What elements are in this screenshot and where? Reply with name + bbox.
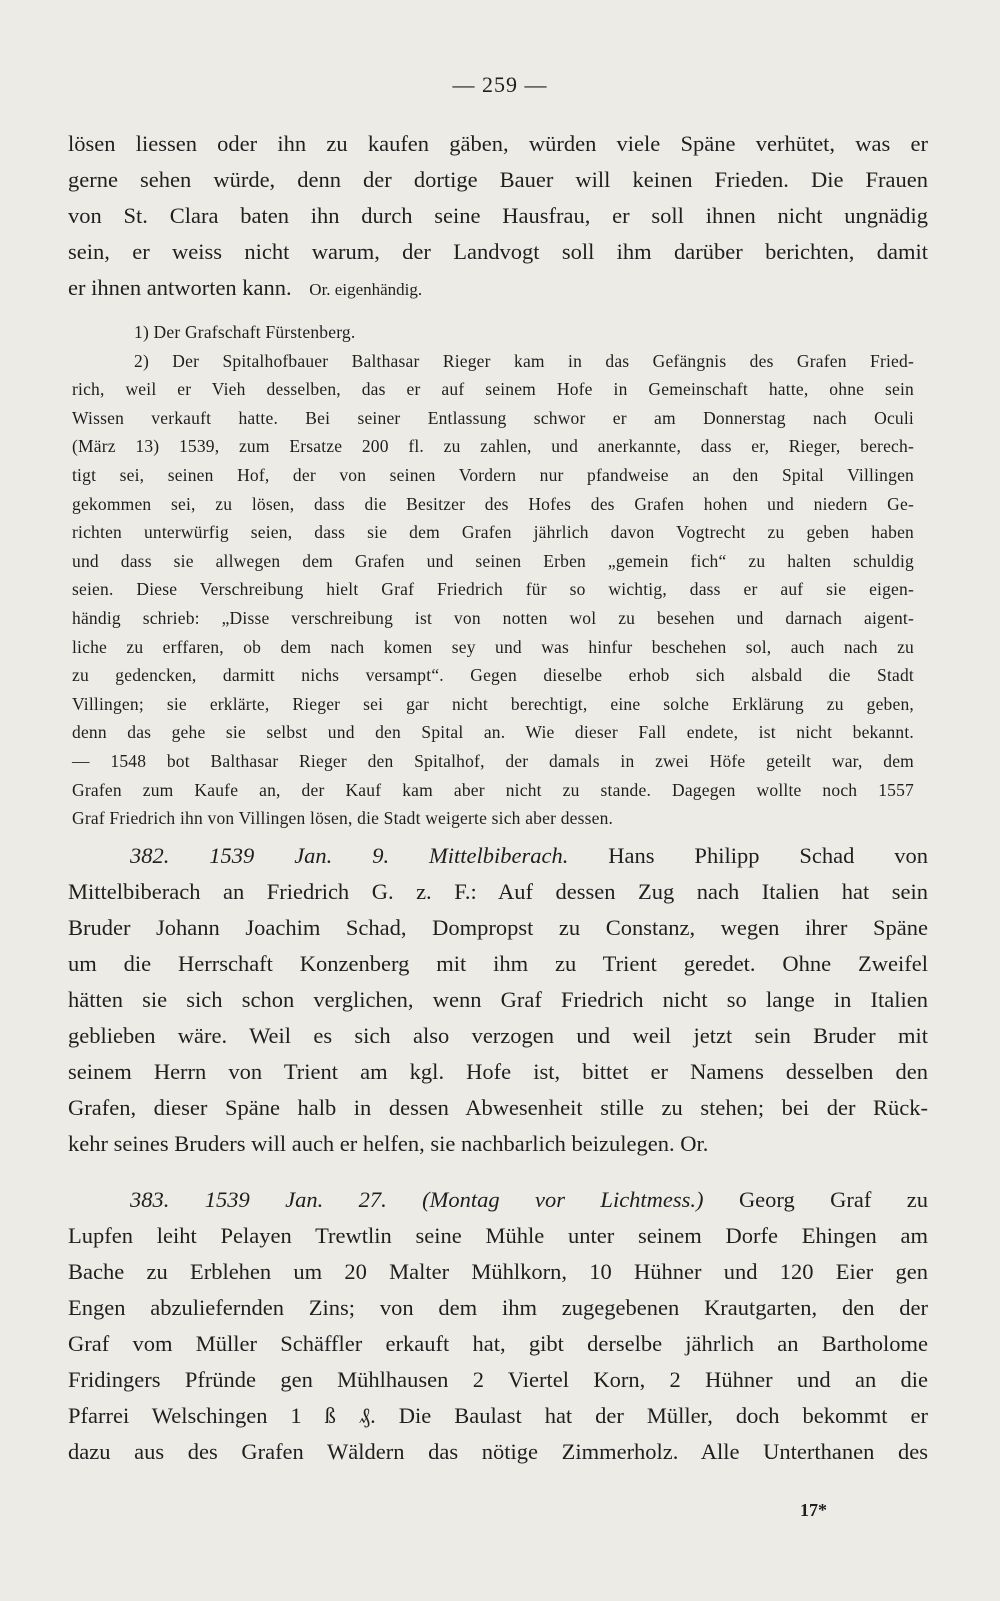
paragraph-line: Bache zu Erblehen um 20 Malter Mühlkorn, 10 Hühner und 120 Eier gen [68, 1259, 928, 1284]
paragraph-line: Engen abzuliefernden Zins; von dem ihm zugegebenen Krautgarten, den der [68, 1295, 928, 1320]
paragraph-line: lösen liessen oder ihn zu kaufen gäben, würden viele Späne verhütet, was er [68, 131, 928, 156]
paragraph-line: hätten sie sich schon verglichen, wenn Graf Friedrich nicht so lange in Italien [68, 987, 928, 1012]
paragraph-line: um die Herrschaft Konzenberg mit ihm zu Trient geredet. Ohne Zweifel [68, 951, 928, 976]
paragraph-line: Pfarrei Welschingen 1 ß ₰. Die Baulast hat der Müller, doch bekommt er [68, 1403, 928, 1428]
entry-383 [68, 1182, 928, 1470]
paragraph-line [68, 270, 928, 308]
entry-383-first-line [68, 1182, 928, 1218]
paragraph-line: Fridingers Pfründe gen Mühlhausen 2 Viertel Korn, 2 Hühner und an die [68, 1367, 928, 1392]
entry-383-heading: 383. 1539 Jan. 27. (Montag vor Lichtmess.) [130, 1187, 704, 1212]
footnote-line: rich, weil er Vieh desselben, das er auf seinem Hofe in Gemeinschaft hatte, ohne sein [72, 379, 914, 400]
paragraph-line: Grafen, dieser Späne halb in dessen Abwesenheit stille zu stehen; bei der Rück- [68, 1095, 928, 1120]
paragraph-line: dazu aus des Grafen Wäldern das nötige Zimmerholz. Alle Unterthanen des [68, 1439, 928, 1464]
footnote-line: 2) Der Spitalhofbauer Balthasar Rieger kam in das Gefängnis des Grafen Fried- [134, 350, 914, 371]
footnotes [72, 318, 914, 833]
footnote-line: Wissen verkauft hatte. Bei seiner Entlassung schwor er am Donnerstag nach Oculi [72, 407, 914, 428]
footnote-line: tigt sei, seinen Hof, der von seinen Vordern nur pfandweise an den Spital Villingen [72, 464, 914, 485]
footnote-line: Grafen zum Kaufe an, der Kauf kam aber nicht zu stande. Dagegen wollte noch 1557 [72, 779, 914, 800]
footnote-line: 1) Der Grafschaft Fürstenberg. [134, 322, 356, 342]
footnote-line: (März 13) 1539, zum Ersatze 200 fl. zu zahlen, und anerkannte, dass er, Rieger, berech- [72, 436, 914, 457]
page-number: — 259 — [452, 72, 548, 97]
footnote-line: seien. Diese Verschreibung hielt Graf Friedrich für so wichtig, dass er auf sie eigen- [72, 579, 914, 600]
footnote-line: und dass sie allwegen dem Grafen und seinen Erben „gemein fich“ zu halten schuldig [72, 550, 914, 571]
paragraph-continuation [68, 126, 928, 308]
paragraph-line: seinem Herrn von Trient am kgl. Hofe ist, bittet er Namens desselben den [68, 1059, 928, 1084]
footnote-line: händig schrieb: „Disse verschreibung ist von notten wol zu besehen und darnach aigent- [72, 607, 914, 628]
signature-mark: 17* [800, 1500, 827, 1520]
footnote-line: Villingen; sie erklärte, Rieger sei gar nicht berechtigt, eine solche Erklärung zu geben, [72, 693, 914, 714]
paragraph-line: sein, er weiss nicht warum, der Landvogt soll ihm darüber berichten, damit [68, 239, 928, 264]
paragraph-line: kehr seines Bruders will auch er helfen, sie nachbarlich beizulegen. Or. [68, 1131, 709, 1156]
paragraph-line: geblieben wäre. Weil es sich also verzogen und weil jetzt sein Bruder mit [68, 1023, 928, 1048]
entry-383-first-text: Georg Graf zu [738, 1187, 928, 1212]
footnote-line: denn das gehe sie selbst und den Spital an. Wie dieser Fall endete, ist nicht bekannt. [72, 722, 914, 743]
footnote-line: gekommen sei, zu lösen, dass die Besitzer des Hofes des Grafen hohen und niedern Ge- [72, 493, 914, 514]
paragraph-line: Bruder Johann Joachim Schad, Dompropst zu Constanz, wegen ihrer Späne [68, 915, 928, 940]
footnote-line: — 1548 bot Balthasar Rieger den Spitalhof, der damals in zwei Höfe geteilt war, dem [72, 750, 914, 771]
footnote-line: Graf Friedrich ihn von Villingen lösen, die Stadt weigerte sich aber dessen. [72, 808, 614, 829]
paragraph-line: Mittelbiberach an Friedrich G. z. F.: Auf dessen Zug nach Italien hat sein [68, 879, 928, 904]
entry-382-heading: 382. 1539 Jan. 9. Mittelbiberach. [130, 843, 569, 868]
paragraph-line: von St. Clara baten ihn durch seine Hausfrau, er soll ihnen nicht ungnädig [68, 203, 928, 228]
footnote-line: liche zu erffaren, ob dem nach komen sey und was hinfur beschehen sol, auch nach zu [72, 636, 914, 657]
source-note: Or. eigenhändig. [309, 280, 423, 299]
entry-382-first-text: Hans Philipp Schad von [608, 843, 929, 868]
paragraph-line-text: er ihnen antworten kann. [68, 275, 292, 300]
footnote-line: zu gedencken, darmitt nichs versampt“. Gegen dieselbe erhob sich alsbald die Stadt [72, 665, 914, 686]
entry-382 [68, 838, 928, 1162]
paragraph-line: gerne sehen würde, denn der dortige Bauer will keinen Frieden. Die Frauen [68, 167, 928, 192]
entry-382-first-line [68, 838, 928, 874]
paragraph-line: Lupfen leiht Pelayen Trewtlin seine Mühle unter seinem Dorfe Ehingen am [68, 1223, 928, 1248]
footnote-line: richten unterwürfig seien, dass sie dem Grafen jährlich davon Vogtrecht zu geben haben [72, 522, 914, 543]
paragraph-line: Graf vom Müller Schäffler erkauft hat, gibt derselbe jährlich an Bartholome [68, 1331, 928, 1356]
